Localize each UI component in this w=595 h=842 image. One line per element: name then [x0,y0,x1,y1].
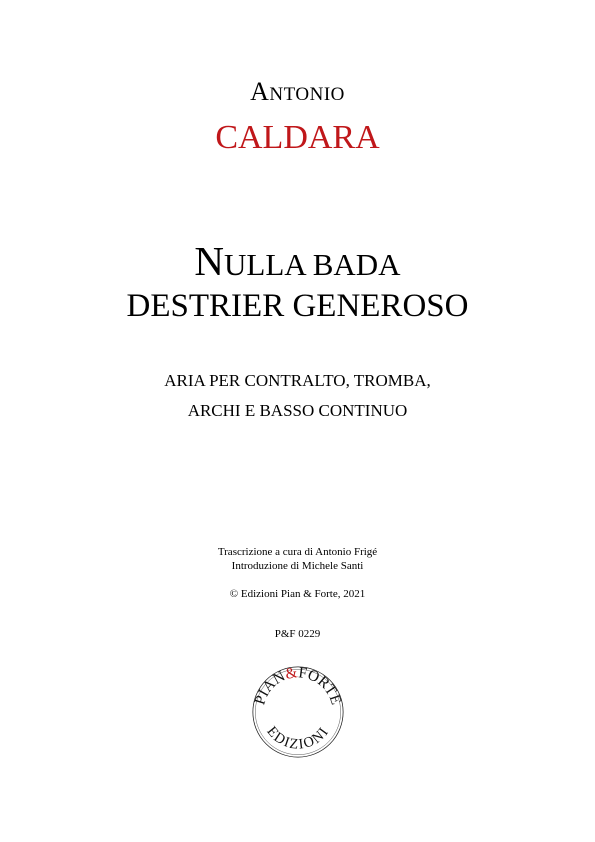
logo-ampersand: & [283,664,299,683]
composer-first-initial: A [250,77,270,106]
title-rest: ULLA BADA [224,247,401,282]
subtitle-line-2: ARCHI E BASSO CONTINUO [187,401,408,420]
svg-text:PIAN&FORTE [251,664,344,707]
copyright-notice: © Edizioni Pian & Forte, 2021 [229,588,366,600]
publisher-logo [250,664,346,760]
composer-first-name [0,77,595,110]
transcription-credit: Trascrizione a cura di Antonio Frigé [217,546,378,558]
composer-first-rest: NTONIO [269,84,345,105]
subtitle-line-1: ARIA PER CONTRALTO, TROMBA, [164,371,431,390]
logo-text-pian: PIAN [251,667,289,707]
title-initial: N [194,238,225,284]
composer-last-name: CALDARA [215,119,380,156]
svg-text:EDIZIONI [263,724,332,753]
introduction-credit: Introduzione di Michele Santi [231,560,364,572]
title-line-2: DESTRIER GENEROSO [126,288,469,324]
logo-text-edizioni: EDIZIONI [263,723,333,753]
title-line-1 [0,237,595,289]
logo-text-forte: FORTE [297,664,345,707]
catalog-number: P&F 0229 [274,628,321,640]
